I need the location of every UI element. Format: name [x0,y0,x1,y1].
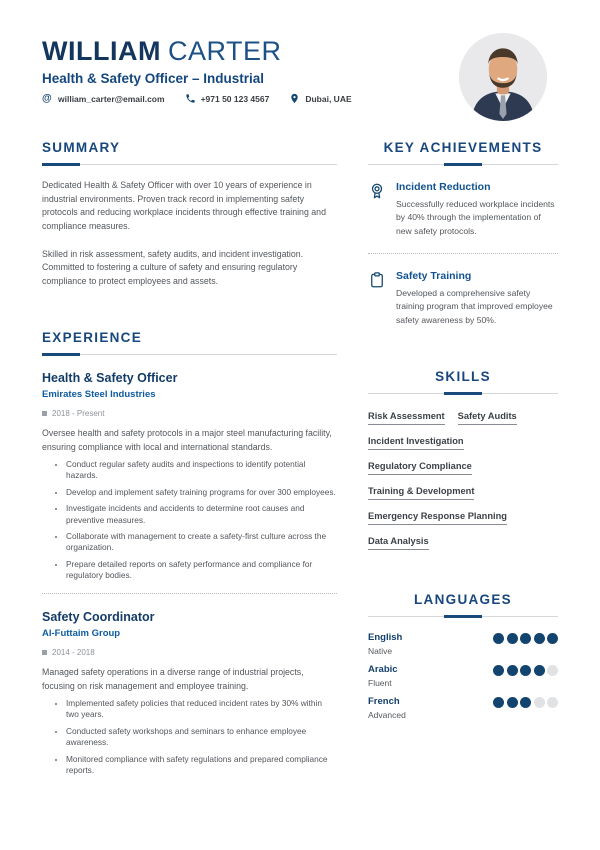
language-level: Fluent [368,677,392,688]
proficiency-dot [520,697,531,708]
email-at-icon: @ [42,93,52,104]
person-name [42,36,282,67]
proficiency-dots [493,697,558,708]
achievement-content [396,270,558,327]
first-name: WILLIAM [42,36,161,66]
job-description: Oversee health and safety protocols in a major steel manufacturing facility, ensuring compliance with local and international standards. [42,428,332,452]
achievement-text: Developed a comprehensive safety training program that improved employee safety awareness by 50%. [396,287,553,325]
job-title: Safety Coordinator [42,610,155,625]
contact-email-text: william_carter@email.com [58,93,165,104]
job-bullet: • Investigate incidents and accidents to determine root causes and preventive measures. [66,503,337,525]
language-row [368,696,558,720]
skill-item: Emergency Response Planning [368,511,507,525]
proficiency-dot [547,633,558,644]
job-bullet: • Prepare detailed reports on safety performance and compliance for regulatory bodies. [66,559,337,581]
summary-section [42,140,337,288]
proficiency-dot [493,633,504,644]
location-pin-icon [289,93,300,104]
job-dates [42,409,337,418]
profile-photo [459,33,547,121]
job-title: Health & Safety Officer [42,371,178,386]
job-description: Managed safety operations in a diverse range of industrial projects, focusing on risk management and employee training. [42,667,304,691]
last-name: CARTER [167,36,282,66]
proficiency-dot [507,633,518,644]
language-info [368,696,406,720]
achievement-content [396,181,558,238]
job-dates [42,648,337,657]
job-bullet: • Conduct regular safety audits and inspections to identify potential hazards. [66,459,337,481]
contact-phone-text: +971 50 123 4567 [200,93,270,104]
language-row [368,632,558,656]
achievement-text: Successfully reduced workplace incidents by 40% through the implementation of new safety protocols. [396,199,555,236]
language-name: French [368,695,400,707]
proficiency-dot [520,633,531,644]
language-row [368,664,558,688]
proficiency-dots [493,633,558,644]
language-info [368,632,402,656]
job-bullet-list [42,698,337,776]
achievement-item [368,270,558,327]
job-bullet: • Implemented safety policies that reduced incident rates by 30% within two years. [66,698,337,720]
job-company: Emirates Steel Industries [42,389,156,401]
proficiency-dot [507,665,518,676]
medal-icon [368,182,386,200]
language-info [368,664,398,688]
heading-rule [368,164,558,165]
summary-paragraph: Skilled in risk assessment, safety audits, and incident investigation. Committed to fostering a culture of safety and ensuring regulatory compliance to protect employees and assets. [42,248,304,286]
job-entry [42,371,337,581]
date-square-icon [42,411,47,416]
job-entry [42,610,337,776]
proficiency-dot [493,665,504,676]
job-company: Al-Futtaim Group [42,628,121,640]
achievements-heading: KEY ACHIEVEMENTS [383,140,543,155]
job-bullet: • Collaborate with management to create a safety-first culture across the organization. [66,531,337,553]
heading-rule [368,616,558,617]
person-title: Health & Safety Officer – Industrial [42,71,265,86]
languages-list [368,632,558,720]
job-bullet: • Monitored compliance with safety regulations and prepared compliance reports. [66,754,337,776]
language-level: Advanced [368,709,406,720]
job-dates-text: 2014 - 2018 [52,648,95,658]
summary-heading: SUMMARY [42,140,121,155]
date-square-icon [42,650,47,655]
contact-phone [185,93,270,104]
proficiency-dot [534,665,545,676]
experience-section [42,330,337,776]
proficiency-dot [547,697,558,708]
skill-item: Training & Development [368,486,474,500]
proficiency-dots [493,665,558,676]
skill-item: Data Analysis [368,536,429,550]
language-name: Arabic [368,663,398,675]
phone-icon [185,93,196,104]
headshot-illustration [459,33,547,121]
summary-paragraph: Dedicated Health & Safety Officer with over 10 years of experience in industrial environments. Proven track record in implementing safety protocols and reducing workplace incidents through effective training and compliance measures. [42,180,326,231]
languages-section [368,592,558,720]
achievement-title: Safety Training [396,269,472,282]
proficiency-dot [493,697,504,708]
contact-email [42,93,165,104]
job-divider [42,593,337,594]
right-column [368,140,558,728]
contact-location-text: Dubai, UAE [305,93,352,104]
skill-item: Incident Investigation [368,436,464,450]
language-level: Native [368,645,393,656]
languages-heading: LANGUAGES [414,591,512,607]
job-bullet: • Develop and implement safety training programs for over 300 employees. [66,487,337,498]
job-dates-text: 2018 - Present [52,409,105,419]
achievements-section [368,140,558,327]
language-name: English [368,631,403,643]
heading-rule [42,354,337,355]
proficiency-dot [547,665,558,676]
skills-list [368,411,558,550]
proficiency-dot [534,697,545,708]
skills-heading: SKILLS [435,368,491,384]
achievement-item [368,181,558,238]
skill-item: Safety Audits [458,411,517,425]
achievement-title: Incident Reduction [396,181,491,193]
proficiency-dot [534,633,545,644]
job-bullet: • Conducted safety workshops and seminars to enhance employee awareness. [66,726,337,748]
left-column [42,140,337,781]
skill-item: Regulatory Compliance [368,461,472,475]
contact-location [289,93,351,104]
proficiency-dot [507,697,518,708]
experience-heading: EXPERIENCE [42,330,143,346]
heading-rule [42,164,337,165]
job-bullet-list [42,459,337,582]
skill-item: Risk Assessment [368,411,445,425]
proficiency-dot [520,665,531,676]
achievement-divider [368,253,558,254]
clipboard-icon [368,271,386,289]
skills-section [368,369,558,550]
contact-row [42,93,352,104]
heading-rule [368,393,558,394]
